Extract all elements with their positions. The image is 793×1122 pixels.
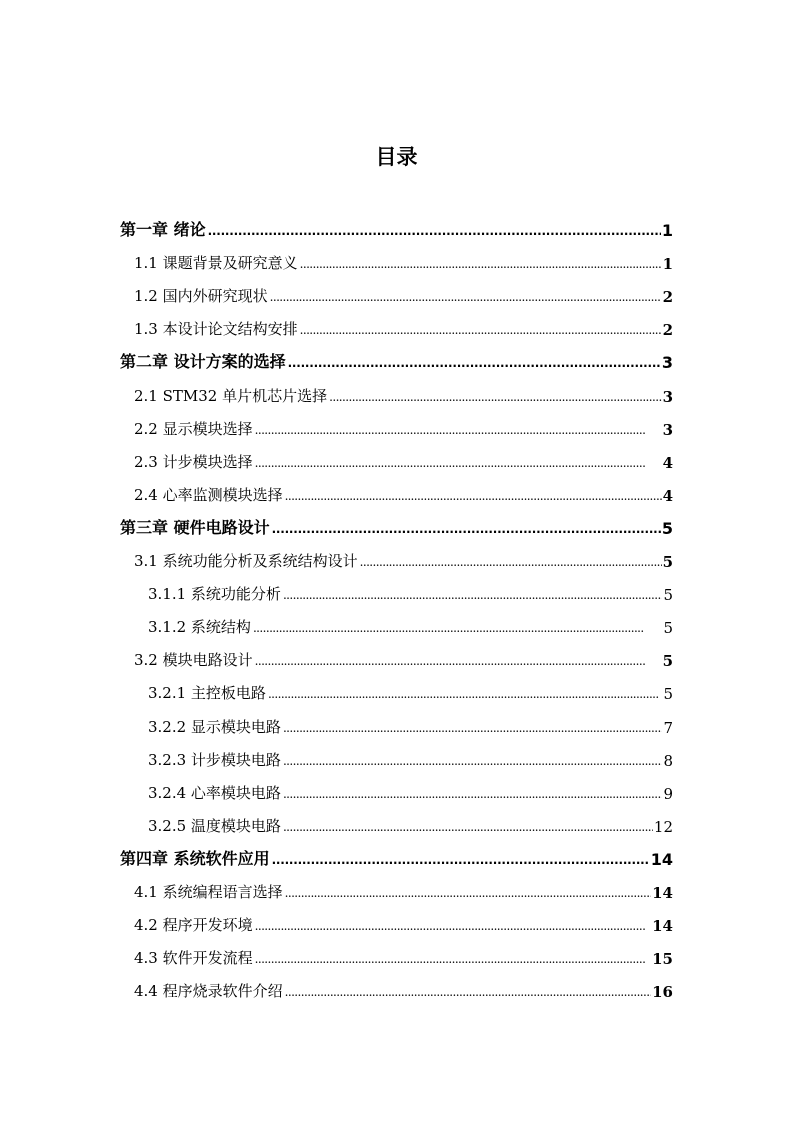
- toc-entry-label: 1.3 本设计论文结构安排: [134, 320, 298, 339]
- toc-entry-label: 4.3 软件开发流程: [134, 949, 253, 968]
- dot-leader: [283, 587, 663, 601]
- toc-entry-page-number: 5: [663, 685, 673, 704]
- toc-subsection-entry[interactable]: [148, 803, 673, 836]
- toc-entry-page-number: 4: [662, 453, 673, 472]
- toc-entry-label: 第四章 系统软件应用: [120, 848, 270, 868]
- dot-leader: [288, 355, 661, 369]
- toc-entry-page-number: 3: [661, 353, 673, 373]
- toc-chapter-entry[interactable]: [120, 836, 673, 869]
- toc-entry-label: 2.4 心率监测模块选择: [134, 485, 283, 504]
- toc-entry-label: 3.1.2 系统结构: [148, 618, 251, 637]
- toc-section-entry[interactable]: [134, 869, 673, 902]
- toc-section-entry[interactable]: [134, 637, 673, 670]
- dot-leader: [329, 389, 661, 403]
- dot-leader: [255, 422, 662, 436]
- toc-section-entry[interactable]: [134, 406, 673, 439]
- toc-entry-page-number: 5: [662, 553, 673, 571]
- dot-leader: [283, 819, 653, 833]
- dot-leader: [285, 984, 652, 998]
- toc-entry-label: 3.2.1 主控板电路: [148, 684, 266, 703]
- toc-entry-label: 第一章 绪论: [120, 220, 206, 239]
- toc-section-entry[interactable]: [134, 935, 673, 968]
- dot-leader: [283, 753, 663, 767]
- toc-section-entry[interactable]: [134, 902, 673, 935]
- dot-leader: [300, 322, 662, 336]
- toc-entry-page-number: 2: [662, 288, 673, 307]
- toc-entry-label: 3.2.3 计步模块电路: [148, 750, 281, 769]
- toc-entry-label: 4.4 程序烧录软件介绍: [134, 982, 283, 1001]
- toc-entry-label: 4.2 程序开发环境: [134, 916, 253, 935]
- toc-entry-page-number: 2: [662, 321, 673, 340]
- dot-leader: [255, 918, 652, 932]
- toc-entry-page-number: 14: [652, 917, 673, 936]
- toc-chapter-entry[interactable]: [120, 505, 673, 538]
- toc-section-entry[interactable]: [134, 472, 673, 505]
- toc-section-entry[interactable]: [134, 538, 673, 571]
- toc-entry-page-number: 4: [662, 486, 673, 505]
- toc-subsection-entry[interactable]: [148, 604, 673, 637]
- toc-chapter-entry[interactable]: [120, 207, 673, 240]
- toc-entry-page-number: 14: [652, 884, 673, 902]
- toc-entry-label: 2.3 计步模块选择: [134, 452, 253, 471]
- toc-entry-label: 3.2 模块电路设计: [134, 651, 253, 670]
- toc-entry-label: 2.1 STM32 单片机芯片选择: [134, 386, 328, 405]
- toc-section-entry[interactable]: [134, 439, 673, 472]
- toc-chapter-entry[interactable]: [120, 339, 673, 372]
- toc-entry-page-number: 16: [652, 983, 673, 1002]
- dot-leader: [285, 885, 652, 899]
- toc-entry-page-number: 15: [652, 950, 673, 969]
- toc-entry-page-number: 3: [662, 420, 673, 439]
- toc-section-entry[interactable]: [134, 306, 673, 339]
- toc-subsection-entry[interactable]: [148, 571, 673, 604]
- toc-entry-page-number: 5: [663, 619, 673, 638]
- dot-leader: [255, 951, 652, 965]
- toc-entry-page-number: 1: [661, 221, 673, 240]
- toc-entry-label: 1.1 课题背景及研究意义: [134, 254, 298, 273]
- toc-entry-page-number: 3: [662, 387, 673, 406]
- toc-entry-label: 2.2 显示模块选择: [134, 419, 253, 438]
- toc-entry-page-number: 7: [663, 718, 673, 737]
- dot-leader: [255, 455, 662, 469]
- toc-entry-label: 3.1 系统功能分析及系统结构设计: [134, 552, 358, 570]
- toc-subsection-entry[interactable]: [148, 704, 673, 737]
- toc-title: 目录: [375, 145, 418, 169]
- toc-entry-label: 3.2.5 温度模块电路: [148, 816, 281, 835]
- toc-entry-label: 第二章 设计方案的选择: [120, 352, 286, 372]
- toc-subsection-entry[interactable]: [148, 770, 673, 803]
- toc-entry-page-number: 5: [662, 652, 673, 671]
- toc-entry-page-number: 5: [663, 586, 673, 605]
- toc-entry-label: 4.1 系统编程语言选择: [134, 883, 283, 901]
- toc-entry-label: 3.2.4 心率模块电路: [148, 783, 281, 802]
- toc-section-entry[interactable]: [134, 240, 673, 273]
- dot-leader: [255, 653, 662, 667]
- dot-leader: [283, 720, 663, 734]
- toc-section-entry[interactable]: [134, 968, 673, 1001]
- dot-leader: [272, 852, 650, 866]
- toc-entry-page-number: 1: [662, 255, 673, 274]
- dot-leader: [360, 554, 662, 568]
- toc-entry-page-number: 12: [653, 817, 673, 836]
- dot-leader: [208, 223, 661, 237]
- toc-entry-page-number: 14: [650, 849, 673, 869]
- toc-section-entry[interactable]: [134, 373, 673, 406]
- dot-leader: [272, 521, 661, 535]
- toc-entry-label: 3.2.2 显示模块电路: [148, 717, 281, 736]
- toc-entry-page-number: 5: [661, 518, 673, 538]
- toc-entry-page-number: 9: [663, 784, 673, 803]
- toc-subsection-entry[interactable]: [148, 737, 673, 770]
- dot-leader: [270, 289, 662, 303]
- toc-section-entry[interactable]: [134, 273, 673, 306]
- toc-entry-page-number: 8: [663, 751, 673, 770]
- dot-leader: [285, 488, 662, 502]
- toc-entry-label: 第三章 硬件电路设计: [120, 517, 270, 537]
- dot-leader: [268, 686, 663, 700]
- toc-subsection-entry[interactable]: [148, 670, 673, 703]
- toc-entry-label: 3.1.1 系统功能分析: [148, 585, 281, 604]
- dot-leader: [253, 620, 663, 634]
- toc-entry-label: 1.2 国内外研究现状: [134, 287, 268, 306]
- dot-leader: [300, 256, 662, 270]
- dot-leader: [283, 786, 663, 800]
